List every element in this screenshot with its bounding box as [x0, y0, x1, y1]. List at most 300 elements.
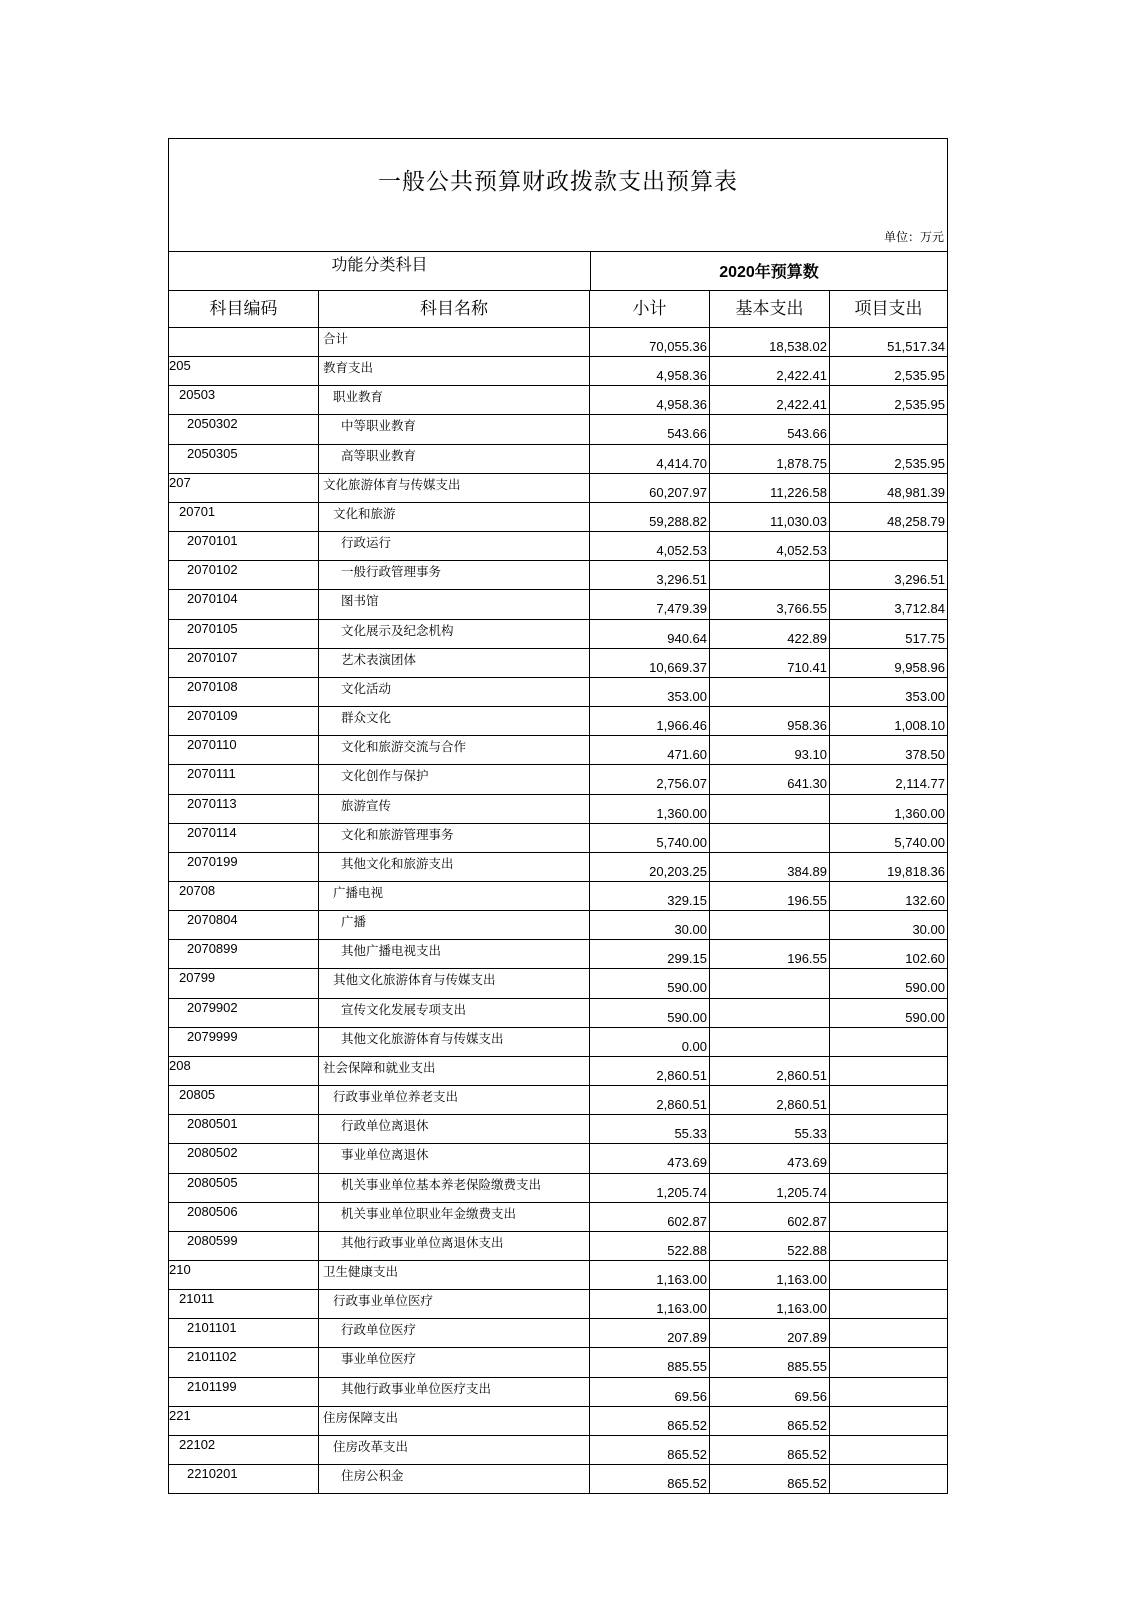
- cell-project: 48,258.79: [887, 513, 945, 529]
- cell-subtotal: 590.00: [590, 999, 710, 1027]
- table-row: [169, 386, 947, 415]
- table-row: [169, 532, 947, 561]
- code-text: 2070107: [187, 649, 238, 665]
- name-text: 教育支出: [323, 360, 374, 376]
- cell-project: 5,740.00: [894, 834, 945, 850]
- name-text: 其他文化旅游体育与传媒支出: [333, 972, 496, 988]
- cell-code: [169, 1465, 319, 1493]
- cell-project: [830, 1465, 947, 1493]
- cell-basic: 207.89: [710, 1319, 830, 1347]
- name-text: 行政事业单位养老支出: [333, 1089, 459, 1105]
- cell-project: [830, 1057, 947, 1085]
- cell-name: [319, 1407, 590, 1435]
- name-text: 旅游宣传: [341, 797, 392, 813]
- cell-code: [169, 999, 319, 1027]
- cell-name: [319, 678, 590, 706]
- code-text: 2070199: [187, 853, 238, 869]
- cell-basic: [710, 911, 830, 939]
- cell-project: [830, 415, 947, 443]
- cell-basic: 11,030.03: [710, 503, 830, 531]
- cell-project: [830, 1174, 947, 1202]
- cell-code: [169, 1174, 319, 1202]
- code-text: 2050305: [187, 445, 238, 461]
- name-text: 其他行政事业单位医疗支出: [341, 1380, 492, 1396]
- code-text: 2080506: [187, 1203, 238, 1219]
- code-text: 208: [169, 1057, 191, 1073]
- cell-project: 1,008.10: [894, 718, 945, 734]
- cell-name: [319, 1086, 590, 1114]
- cell-project: 517.75: [905, 630, 945, 646]
- name-text: 卫生健康支出: [323, 1264, 399, 1279]
- cell-basic: 384.89: [710, 853, 830, 881]
- cell-name: [319, 590, 590, 618]
- table-row: [169, 1028, 947, 1057]
- table-row: [169, 1174, 947, 1203]
- cell-subtotal: 20,203.25: [590, 853, 710, 881]
- cell-subtotal: 4,958.36: [590, 386, 710, 414]
- cell-basic: 865.52: [710, 1436, 830, 1464]
- code-text: 221: [169, 1407, 191, 1423]
- table-row: [169, 1378, 947, 1407]
- cell-code: [169, 474, 319, 502]
- cell-subtotal: 865.52: [590, 1407, 710, 1435]
- code-text: 2070899: [187, 941, 238, 957]
- cell-name: [319, 1144, 590, 1172]
- cell-code: [169, 620, 319, 648]
- code-text: 2080502: [187, 1145, 238, 1161]
- cell-subtotal: 473.69: [590, 1144, 710, 1172]
- cell-project: 3,712.84: [894, 601, 945, 617]
- name-text: 行政单位医疗: [341, 1322, 417, 1338]
- cell-basic: 196.55: [710, 940, 830, 968]
- name-text: 事业单位医疗: [341, 1351, 417, 1367]
- cell-project: [830, 1407, 947, 1435]
- cell-code: [169, 853, 319, 881]
- cell-name: [319, 1348, 590, 1376]
- cell-basic: 69.56: [710, 1378, 830, 1406]
- table-row: [169, 1057, 947, 1086]
- table-row: [169, 620, 947, 649]
- cell-project: 48,981.39: [887, 484, 945, 500]
- cell-subtotal: 0.00: [590, 1028, 710, 1056]
- cell-subtotal: 865.52: [590, 1465, 710, 1493]
- cell-basic: 1,878.75: [710, 445, 830, 473]
- name-text: 广播: [341, 914, 367, 930]
- cell-basic: 958.36: [710, 707, 830, 735]
- cell-code: [169, 649, 319, 677]
- cell-project: 30.00: [912, 922, 945, 938]
- title-block: [169, 139, 947, 252]
- table-row: [169, 1261, 947, 1290]
- table-row: [169, 1144, 947, 1173]
- cell-subtotal: 1,163.00: [590, 1261, 710, 1289]
- table-row: [169, 940, 947, 969]
- cell-project: [830, 1232, 947, 1260]
- cell-basic: 602.87: [710, 1203, 830, 1231]
- table-row: [169, 1436, 947, 1465]
- cell-name: [319, 415, 590, 443]
- code-text: 2079999: [187, 1028, 238, 1044]
- cell-name: [319, 824, 590, 852]
- table-row: [169, 999, 947, 1028]
- cell-subtotal: 4,414.70: [590, 445, 710, 473]
- cell-project: 590.00: [905, 980, 945, 996]
- cell-basic: 55.33: [710, 1115, 830, 1143]
- code-text: 2070108: [187, 678, 238, 694]
- cell-basic: 2,860.51: [710, 1086, 830, 1114]
- cell-code: [169, 707, 319, 735]
- table-row: [169, 503, 947, 532]
- cell-basic: 4,052.53: [710, 532, 830, 560]
- code-text: 2070113: [187, 795, 237, 811]
- cell-name: [319, 1174, 590, 1202]
- cell-code: [169, 969, 319, 997]
- cell-basic: 1,163.00: [710, 1261, 830, 1289]
- table-row: [169, 1465, 947, 1493]
- cell-code: [169, 503, 319, 531]
- cell-project: [830, 1436, 947, 1464]
- code-text: 2080501: [187, 1116, 238, 1132]
- cell-name: [319, 357, 590, 385]
- cell-subtotal: 602.87: [590, 1203, 710, 1231]
- cell-project: [830, 1144, 947, 1172]
- cell-code: [169, 765, 319, 793]
- cell-subtotal: 865.52: [590, 1436, 710, 1464]
- cell-subtotal: 329.15: [590, 882, 710, 910]
- header-project: 项目支出: [854, 299, 923, 318]
- cell-subtotal: 471.60: [590, 736, 710, 764]
- cell-name: [319, 1028, 590, 1056]
- cell-basic: 2,860.51: [710, 1057, 830, 1085]
- cell-basic: 18,538.02: [710, 328, 830, 356]
- table-row: [169, 561, 947, 590]
- cell-name: [319, 795, 590, 823]
- name-text: 行政运行: [341, 535, 392, 551]
- table-row: [169, 1319, 947, 1348]
- cell-subtotal: 3,296.51: [590, 561, 710, 589]
- name-text: 行政单位离退休: [341, 1118, 429, 1134]
- name-text: 其他行政事业单位离退休支出: [341, 1234, 504, 1250]
- cell-name: [319, 503, 590, 531]
- name-text: 文化活动: [341, 680, 392, 696]
- cell-name: [319, 765, 590, 793]
- cell-project: 2,535.95: [894, 368, 945, 384]
- code-text: 205: [169, 358, 191, 374]
- cell-name: [319, 1465, 590, 1493]
- cell-project: 2,114.77: [895, 776, 945, 792]
- name-text: 文化和旅游管理事务: [341, 826, 454, 842]
- cell-name: [319, 1203, 590, 1231]
- cell-basic: 93.10: [710, 736, 830, 764]
- cell-name: [319, 445, 590, 473]
- cell-code: [169, 1115, 319, 1143]
- unit-label: 单位：万元: [883, 230, 944, 244]
- header-budget-year: 2020年预算数: [719, 264, 819, 281]
- cell-project: 3,296.51: [894, 572, 945, 588]
- cell-subtotal: 2,860.51: [590, 1057, 710, 1085]
- table-row: [169, 736, 947, 765]
- cell-name: [319, 1436, 590, 1464]
- cell-subtotal: 1,966.46: [590, 707, 710, 735]
- name-text: 广播电视: [333, 884, 384, 900]
- name-text: 文化旅游体育与传媒支出: [323, 476, 461, 492]
- cell-basic: 2,422.41: [710, 386, 830, 414]
- table-row: [169, 590, 947, 619]
- table-row: [169, 328, 947, 357]
- cell-subtotal: 60,207.97: [590, 474, 710, 502]
- table-row: [169, 707, 947, 736]
- name-text: 艺术表演团体: [341, 651, 417, 667]
- code-text: 20799: [179, 970, 216, 986]
- cell-code: [169, 1203, 319, 1231]
- cell-subtotal: 1,163.00: [590, 1290, 710, 1318]
- cell-name: [319, 1319, 590, 1347]
- cell-project: [830, 1028, 947, 1056]
- name-text: 文化和旅游交流与合作: [341, 739, 467, 755]
- cell-name: [319, 1290, 590, 1318]
- table-row: [169, 445, 947, 474]
- cell-code: [169, 940, 319, 968]
- cell-subtotal: 55.33: [590, 1115, 710, 1143]
- table-row: [169, 969, 947, 998]
- cell-basic: 865.52: [710, 1407, 830, 1435]
- table-row: [169, 678, 947, 707]
- name-text: 事业单位离退休: [341, 1147, 429, 1163]
- cell-basic: 473.69: [710, 1144, 830, 1172]
- header-basic: 基本支出: [710, 291, 830, 327]
- cell-project: [830, 1348, 947, 1376]
- cell-subtotal: 59,288.82: [590, 503, 710, 531]
- cell-code: [169, 1348, 319, 1376]
- cell-name: [319, 999, 590, 1027]
- cell-code: [169, 795, 319, 823]
- header-name: 科目名称: [319, 291, 590, 327]
- name-text: 合计: [323, 331, 349, 346]
- cell-basic: [710, 824, 830, 852]
- cell-code: [169, 824, 319, 852]
- header-code: 科目编码: [169, 291, 319, 327]
- cell-code: [169, 590, 319, 618]
- table-row: [169, 1232, 947, 1261]
- cell-project: [830, 1203, 947, 1231]
- cell-subtotal: 353.00: [590, 678, 710, 706]
- cell-name: [319, 969, 590, 997]
- code-text: 2070109: [187, 708, 238, 724]
- name-text: 图书馆: [341, 593, 379, 609]
- cell-subtotal: 522.88: [590, 1232, 710, 1260]
- name-text: 职业教育: [333, 389, 384, 405]
- cell-code: [169, 882, 319, 910]
- cell-basic: [710, 561, 830, 589]
- cell-project: 2,535.95: [894, 455, 945, 471]
- table-row: [169, 649, 947, 678]
- cell-basic: [710, 795, 830, 823]
- cell-subtotal: 30.00: [590, 911, 710, 939]
- code-text: 20503: [179, 387, 216, 403]
- cell-name: [319, 1261, 590, 1289]
- header-functional-category: 功能分类科目: [169, 252, 591, 290]
- cell-project: 353.00: [905, 688, 945, 704]
- cell-name: [319, 328, 590, 356]
- code-text: 2070101: [187, 533, 238, 549]
- cell-code: [169, 1057, 319, 1085]
- cell-name: [319, 1378, 590, 1406]
- code-text: 2070104: [187, 591, 238, 607]
- code-text: 2101102: [187, 1349, 237, 1365]
- name-text: 文化和旅游: [333, 505, 396, 521]
- cell-subtotal: 10,669.37: [590, 649, 710, 677]
- cell-basic: [710, 678, 830, 706]
- cell-code: [169, 1436, 319, 1464]
- name-text: 其他广播电视支出: [341, 943, 442, 959]
- code-text: 207: [169, 474, 191, 490]
- name-text: 住房改革支出: [333, 1438, 409, 1454]
- cell-subtotal: 4,052.53: [590, 532, 710, 560]
- cell-code: [169, 445, 319, 473]
- cell-basic: 543.66: [710, 415, 830, 443]
- cell-project: [830, 1086, 947, 1114]
- cell-basic: 11,226.58: [710, 474, 830, 502]
- code-text: 2070111: [187, 766, 236, 782]
- cell-name: [319, 649, 590, 677]
- cell-name: [319, 707, 590, 735]
- cell-project: 9,958.96: [894, 659, 945, 675]
- cell-basic: 1,205.74: [710, 1174, 830, 1202]
- cell-code: [169, 678, 319, 706]
- table-row: [169, 1086, 947, 1115]
- code-text: 2079902: [187, 999, 238, 1015]
- code-text: 2070110: [187, 737, 237, 753]
- cell-code: [169, 386, 319, 414]
- cell-code: [169, 1144, 319, 1172]
- code-text: 21011: [179, 1291, 215, 1307]
- name-text: 一般行政管理事务: [341, 564, 442, 580]
- cell-subtotal: 543.66: [590, 415, 710, 443]
- cell-subtotal: 1,360.00: [590, 795, 710, 823]
- name-text: 社会保障和就业支出: [323, 1059, 436, 1075]
- cell-subtotal: 5,740.00: [590, 824, 710, 852]
- code-text: 22102: [179, 1436, 216, 1452]
- name-text: 其他文化旅游体育与传媒支出: [341, 1030, 504, 1046]
- cell-code: [169, 1290, 319, 1318]
- cell-project: [830, 1319, 947, 1347]
- cell-basic: 885.55: [710, 1348, 830, 1376]
- cell-subtotal: 207.89: [590, 1319, 710, 1347]
- table-row: [169, 911, 947, 940]
- cell-code: [169, 532, 319, 560]
- cell-name: [319, 882, 590, 910]
- cell-code: [169, 1378, 319, 1406]
- code-text: 2080599: [187, 1232, 238, 1248]
- name-text: 文化创作与保护: [341, 768, 429, 784]
- cell-name: [319, 736, 590, 764]
- cell-subtotal: 885.55: [590, 1348, 710, 1376]
- code-text: 2070105: [187, 620, 238, 636]
- cell-code: [169, 911, 319, 939]
- cell-code: [169, 1232, 319, 1260]
- code-text: 210: [169, 1262, 191, 1277]
- cell-basic: 196.55: [710, 882, 830, 910]
- table-row: [169, 853, 947, 882]
- code-text: 2101101: [187, 1320, 237, 1336]
- cell-subtotal: 299.15: [590, 940, 710, 968]
- code-text: 20805: [179, 1087, 216, 1103]
- cell-name: [319, 940, 590, 968]
- cell-basic: 1,163.00: [710, 1290, 830, 1318]
- name-text: 机关事业单位基本养老保险缴费支出: [341, 1176, 542, 1192]
- table-row: [169, 765, 947, 794]
- code-text: 2080505: [187, 1174, 238, 1190]
- cell-name: [319, 1115, 590, 1143]
- cell-subtotal: 590.00: [590, 969, 710, 997]
- cell-code: [169, 1319, 319, 1347]
- name-text: 群众文化: [341, 710, 392, 726]
- cell-basic: [710, 999, 830, 1027]
- name-text: 文化展示及纪念机构: [341, 622, 454, 638]
- budget-table: [168, 138, 948, 1494]
- table-row: [169, 1115, 947, 1144]
- cell-code: [169, 1407, 319, 1435]
- header-group-row: [169, 252, 947, 291]
- cell-subtotal: 70,055.36: [590, 328, 710, 356]
- table-row: [169, 882, 947, 911]
- cell-name: [319, 532, 590, 560]
- table-row: [169, 474, 947, 503]
- cell-project: [830, 1115, 947, 1143]
- cell-project: [830, 1261, 947, 1289]
- header-subtotal: 小计: [590, 291, 710, 327]
- cell-basic: 3,766.55: [710, 590, 830, 618]
- table-row: [169, 357, 947, 386]
- cell-project: 2,535.95: [894, 397, 945, 413]
- cell-project: [830, 532, 947, 560]
- cell-name: [319, 1232, 590, 1260]
- cell-code: [169, 1086, 319, 1114]
- cell-basic: 422.89: [710, 620, 830, 648]
- cell-code: [169, 1028, 319, 1056]
- header-column-row: [169, 291, 947, 328]
- cell-project: 102.60: [905, 951, 945, 967]
- table-row: [169, 1407, 947, 1436]
- name-text: 其他文化和旅游支出: [341, 855, 454, 871]
- cell-project: 378.50: [905, 747, 945, 763]
- cell-code: [169, 736, 319, 764]
- cell-code: [169, 1261, 319, 1289]
- cell-name: [319, 853, 590, 881]
- code-text: 20708: [179, 882, 216, 898]
- name-text: 中等职业教育: [341, 418, 417, 434]
- cell-subtotal: 4,958.36: [590, 357, 710, 385]
- name-text: 高等职业教育: [341, 447, 417, 463]
- cell-basic: 641.30: [710, 765, 830, 793]
- code-text: 2070804: [187, 912, 238, 928]
- cell-subtotal: 2,860.51: [590, 1086, 710, 1114]
- name-text: 行政事业单位医疗: [333, 1293, 434, 1309]
- cell-project: 1,360.00: [894, 805, 945, 821]
- cell-name: [319, 474, 590, 502]
- cell-project: [830, 1290, 947, 1318]
- cell-subtotal: 7,479.39: [590, 590, 710, 618]
- page-title: 一般公共预算财政拨款支出预算表: [378, 169, 738, 195]
- cell-project: 51,517.34: [887, 339, 945, 354]
- table-row: [169, 1203, 947, 1232]
- name-text: 机关事业单位职业年金缴费支出: [341, 1205, 517, 1221]
- name-text: 住房公积金: [341, 1468, 404, 1484]
- cell-basic: 522.88: [710, 1232, 830, 1260]
- table-row: [169, 824, 947, 853]
- code-text: 2101199: [187, 1378, 237, 1394]
- name-text: 住房保障支出: [323, 1409, 399, 1425]
